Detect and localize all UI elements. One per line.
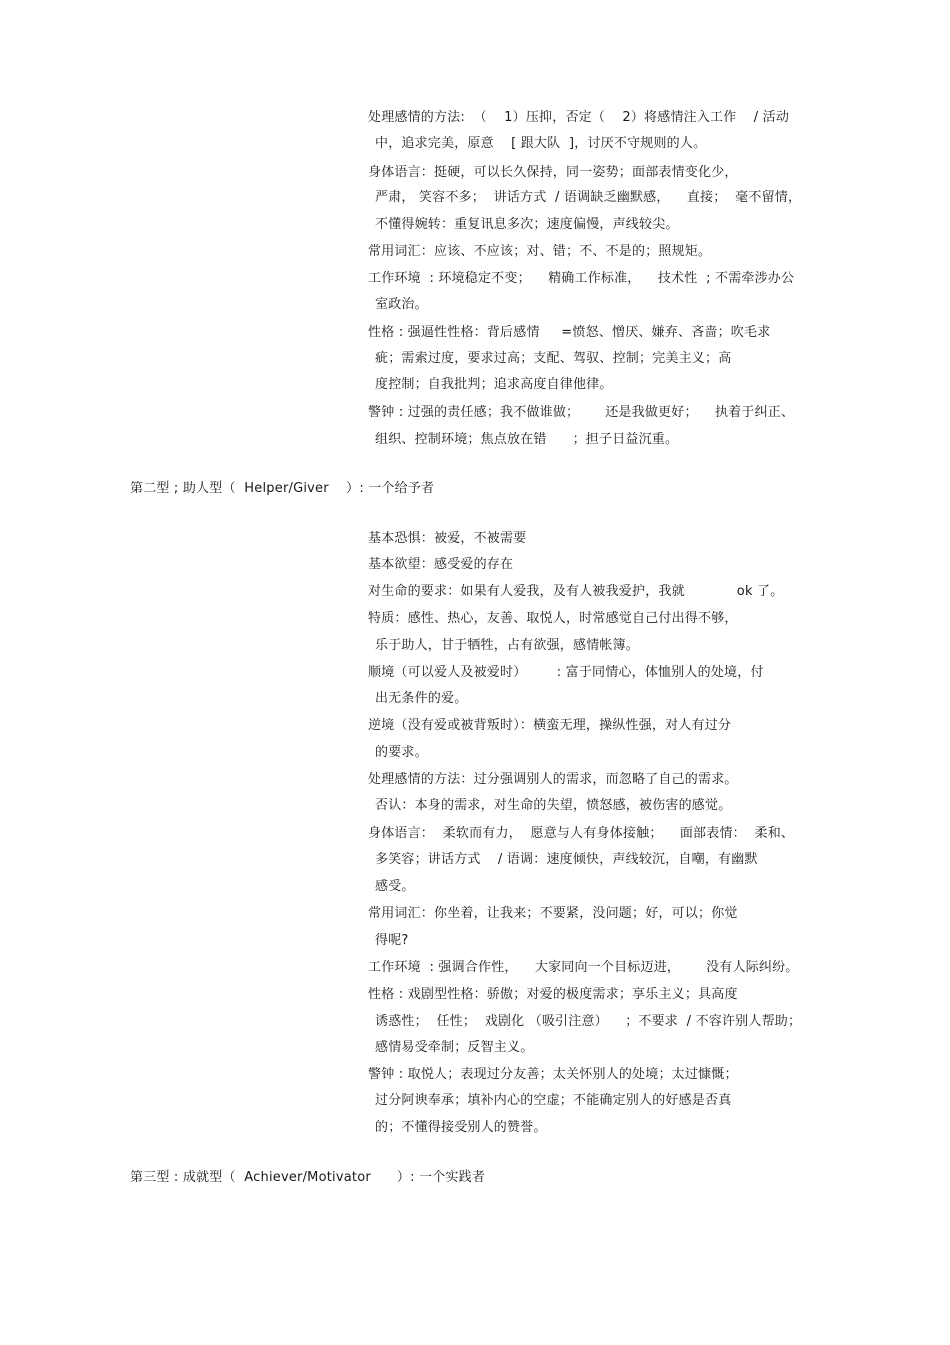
text-line: 处理感情的方法: （ 1）压抑，否定（ 2）将感情注入工作 / 活动 [368,110,790,125]
text-line: 感情易受牵制；反智主义。 [375,1040,534,1055]
text-line: 警钟 : 取悦人；表现过分友善；太关怀别人的处境；太过慷慨； [368,1067,738,1082]
text-line: 常用词汇：应该、不应该；对、错；不、不是的；照规矩。 [368,244,712,259]
text-line: 身体语言： 柔软而有力， 愿意与人有身体接触； 面部表情： 柔和、 [368,826,795,841]
text-line: 基本恐惧：被爱，不被需要 [368,531,527,546]
text-line: 常用词汇：你坐着，让我来；不要紧，没问题；好，可以；你觉 [368,906,738,921]
text-line: 不懂得婉转：重复讯息多次；速度偏慢，声线较尖。 [375,217,679,232]
text-line: 得呢? [375,933,409,948]
text-line: 处理感情的方法：过分强调别人的需求，而忽略了自己的需求。 [368,772,738,787]
text-line: 乐于助人，甘于牺牲，占有欲强，感情帐簿。 [375,638,640,653]
section-heading-type3: 第三型 : 成就型（ Achiever/Motivator ）: 一个实践者 [130,1170,486,1185]
text-line: 诱惑性； 任性； 戏剧化 （吸引注意） ；不要求 / 不容许别人帮助； [375,1014,802,1029]
text-line: 基本欲望：感受爱的存在 [368,557,514,572]
text-line: 性格 : 戏剧型性格：骄傲；对爱的极度需求；享乐主义；具高度 [368,987,738,1002]
text-line: 顺境（可以爱人及被爱时） : 富于同情心，体恤别人的处境，付 [368,665,764,680]
text-line: 感受。 [375,879,415,894]
text-line: 的；不懂得接受别人的赞誉。 [375,1120,547,1135]
text-line: 严肃， 笑容不多； 讲话方式 / 语调缺乏幽默感， 直接； 毫不留情， [375,190,802,205]
text-line: 对生命的要求：如果有人爱我，及有人被我爱护，我就 ok 了。 [368,584,784,599]
text-line: 的要求。 [375,745,428,760]
text-line: 多笑容；讲话方式 / 语调：速度倾快，声线较沉，自嘲，有幽默 [375,852,758,867]
section-heading-type2: 第二型 ; 助人型（ Helper/Giver ）: 一个给予者 [130,481,435,496]
text-line: 工作环境 : 环境稳定不变； 精确工作标准， 技术性 ; 不需牵涉办公 [368,271,795,286]
text-line: 度控制；自我批判；追求高度自律他律。 [375,377,613,392]
text-line: 疵；需索过度，要求过高；支配、驾驭、控制；完美主义；高 [375,351,732,366]
text-line: 逆境（没有爱或被背叛时）：横蛮无理，操纵性强，对人有过分 [368,718,732,733]
text-line: 过分阿谀奉承；填补内心的空虚；不能确定别人的好感是否真 [375,1093,732,1108]
text-line: 工作环境 : 强调合作性， 大家同向一个目标迈进， 没有人际纠纷。 [368,960,799,975]
text-line: 否认：本身的需求，对生命的失望，愤怒感，被伤害的感觉。 [375,798,732,813]
text-line: 组织、控制环境；焦点放在错 ；担子日益沉重。 [375,432,679,447]
text-line: 出无条件的爱。 [375,691,468,706]
text-line: 特质：感性、热心，友善、取悦人，时常感觉自己付出得不够， [368,611,738,626]
text-line: 性格 : 强逼性性格：背后感情 =愤怒、憎厌、嫌弃、吝啬；吹毛求 [368,325,771,340]
text-line: 室政治。 [375,297,428,312]
text-line: 中，追求完美，原意 [ 跟大队 ]，讨厌不守规则的人。 [375,136,707,151]
text-line: 身体语言：挺硬，可以长久保持，同一姿势；面部表情变化少， [368,165,738,180]
text-line: 警钟 : 过强的责任感；我不做谁做； 还是我做更好； 执着于纠正、 [368,405,795,420]
